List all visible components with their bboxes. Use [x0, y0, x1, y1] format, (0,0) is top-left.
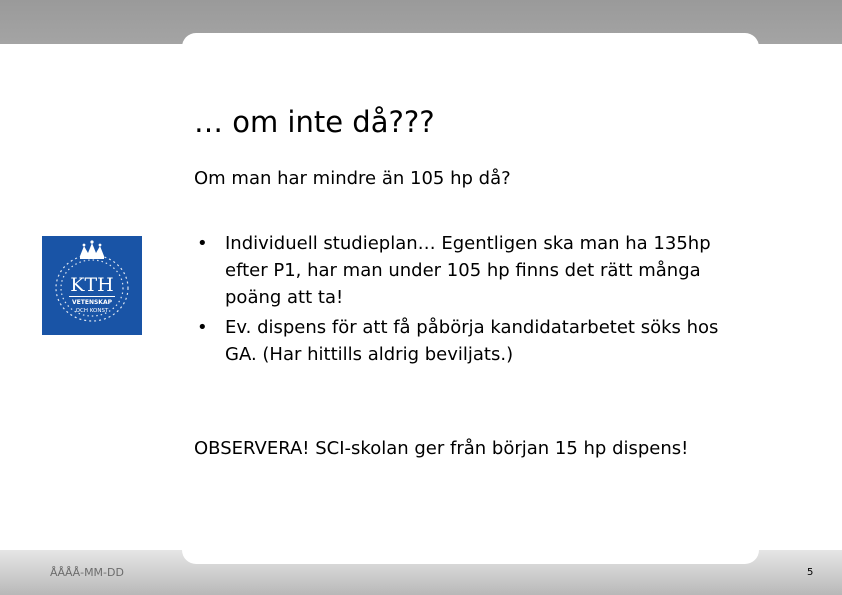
slide-title: … om inte då???: [194, 105, 435, 139]
bullet-item: [197, 314, 747, 368]
bullet-text: Individuell studieplan… Egentligen ska man ha 135hp efter P1, har man under 105 hp finns det rätt många poäng att ta!: [225, 233, 711, 308]
bullet-list: [197, 230, 747, 371]
note-text: OBSERVERA! SCI-skolan ger från början 15 hp dispens!: [194, 438, 689, 459]
kth-crown-seal-icon: [42, 236, 142, 335]
bullet-text: Ev. dispens för att få påbörja kandidatarbetet söks hos GA. (Har hittills aldrig beviljats.): [225, 317, 719, 365]
bullet-item: [197, 230, 747, 311]
bullet-dot-icon: •: [197, 317, 208, 338]
footer-date: ÅÅÅÅ-MM-DD: [50, 566, 124, 579]
logo-line1: VETENSKAP: [72, 299, 112, 306]
slide-subtitle: Om man har mindre än 105 hp då?: [194, 168, 511, 189]
bullet-dot-icon: •: [197, 233, 208, 254]
page-number: 5: [807, 567, 814, 578]
logo-line2: OCH KONST: [75, 308, 109, 314]
kth-logo: [42, 236, 142, 335]
logo-name: KTH: [70, 274, 114, 296]
